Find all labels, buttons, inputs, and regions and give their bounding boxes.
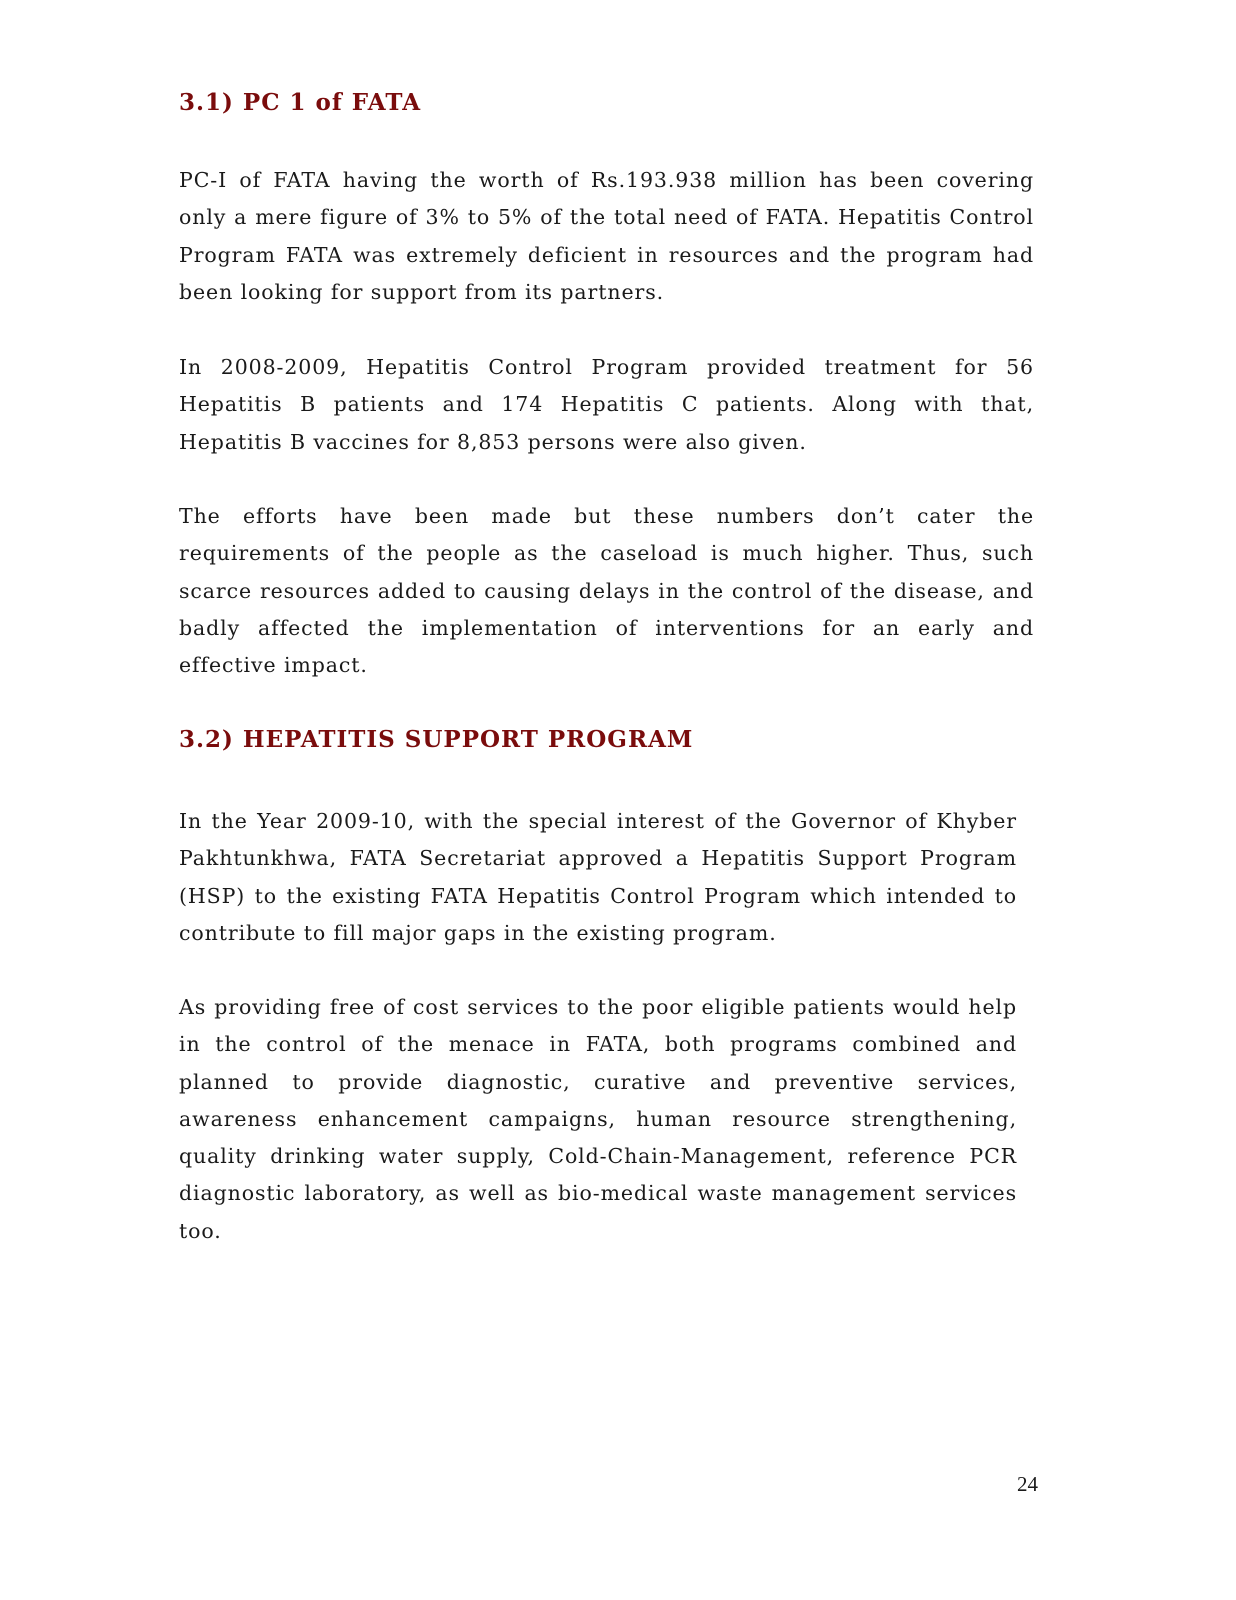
paragraph-hsp-approval: In the Year 2009-10, with the special interest of the Governor of Khyber Pakhtunkhwa, FATA Secretariat approved a Hepatitis Support Program (HSP) to the existing FATA Hepatitis Control Program which intended to contribute to fill major gaps in the existing program. bbox=[179, 809, 1017, 945]
paragraph-treatment-2008-2009: In 2008-2009, Hepatitis Control Program provided treatment for 56 Hepatitis B patients and 174 Hepatitis C patients. Along with that, Hepatitis B vaccines for 8,853 persons were also given. bbox=[179, 355, 1034, 454]
paragraph-services-combined: As providing free of cost services to the poor eligible patients would help in the control of the menace in FATA, both programs combined and planned to provide diagnostic, curative and preventive services, awareness enhancement campaigns, human resource strengthening, quality drinking water supply, Cold-Chain-Management, reference PCR diagnostic laboratory, as well as bio-medical waste management services too. bbox=[179, 995, 1017, 1243]
paragraph-pc1-budget: PC-I of FATA having the worth of Rs.193.938 million has been covering only a mere figure of 3% to 5% of the total need of FATA. Hepatitis Control Program FATA was extremely deficient in resources and the program had been looking for support from its partners. bbox=[179, 168, 1034, 304]
section-heading-hepatitis-support-program: 3.2) HEPATITIS SUPPORT PROGRAM bbox=[179, 726, 694, 753]
paragraph-efforts-caseload: The efforts have been made but these numbers don’t cater the requirements of the people as the caseload is much higher. Thus, such scarce resources added to causing delays in the control of the disease, and badly affected the implementation of interventions for an early and effective impact. bbox=[179, 504, 1034, 678]
section-heading-pc1-fata: 3.1) PC 1 of FATA bbox=[179, 89, 422, 116]
page-number: 24 bbox=[1017, 1472, 1038, 1496]
